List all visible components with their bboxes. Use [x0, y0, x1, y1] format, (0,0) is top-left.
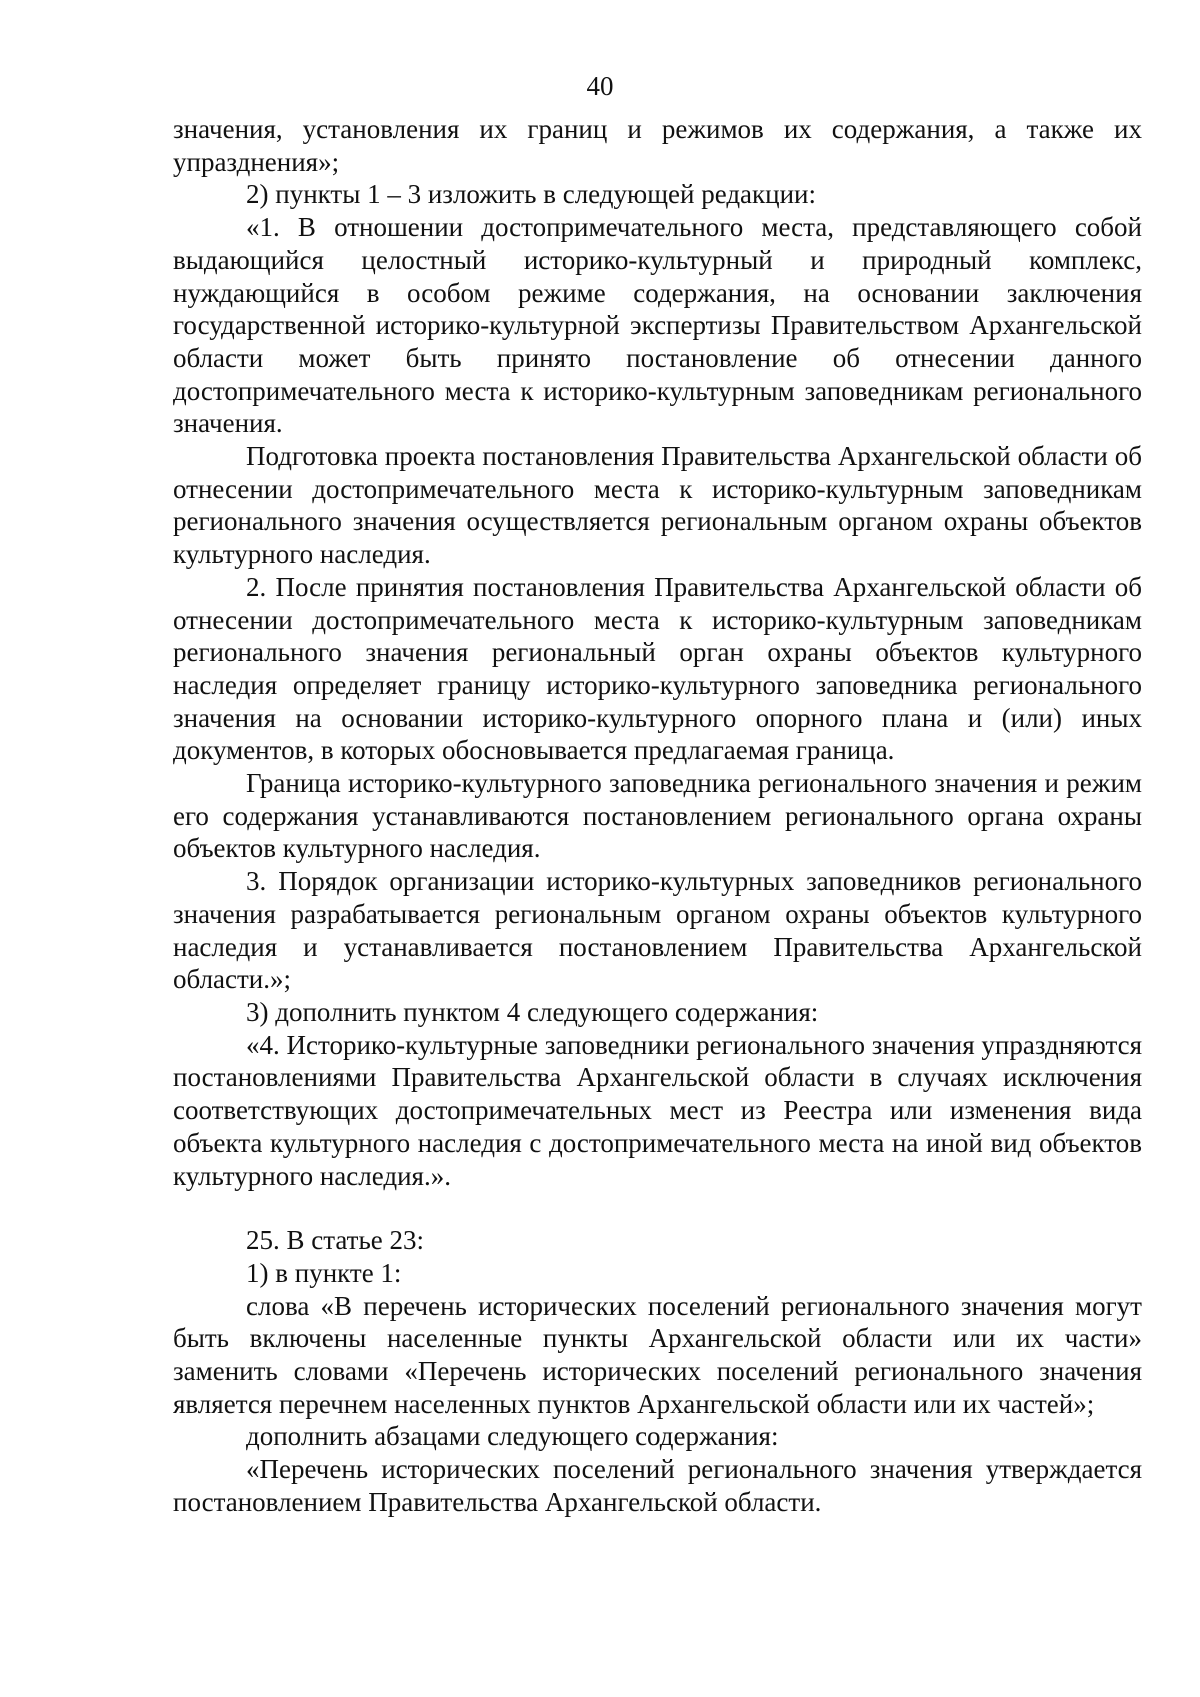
- paragraph-clause-3: 3. Порядок организации историко-культурных заповедников регионального значения разрабатывается региональным органом охраны объектов культурного наследия и устанавливается постановлением Правительства Архангельской области.»;: [173, 866, 1142, 995]
- paragraph-clause-1-preparation: Подготовка проекта постановления Правительства Архангельской области об отнесении достопримечательного места к историко-культурным заповедникам регионального значения осуществляется региональным органом охраны объектов культурного наследия.: [173, 441, 1142, 570]
- paragraph-clause-2: 2. После принятия постановления Правительства Архангельской области об отнесении достопримечательного места к историко-культурным заповедникам регионального значения региональный орган охраны объектов культурного наследия определяет границу историко-культурного заповедника регионального значения на основании историко-культурного опорного плана и (или) иных документов, в которых обосновывается предлагаемая граница.: [173, 571, 1142, 766]
- paragraph-continuation: значения, установления их границ и режимов их содержания, а также их упразднения»;: [173, 114, 1142, 177]
- paragraph-article-23-item-1: 1) в пункте 1:: [246, 1257, 402, 1288]
- paragraph-supplement: дополнить абзацами следующего содержания:: [246, 1421, 779, 1452]
- paragraph-clause-1: «1. В отношении достопримечательного места, представляющего собой выдающийся целостный историко-культурный и природный комплекс, нуждающийся в особом режиме содержания, на основании заключения государственной историко-культурной экспертизы Правительством Архангельской области может быть принято постановление об отнесении данного достопримечательного места к историко-культурным заповедникам регионального значения.: [173, 212, 1142, 439]
- page-number: 40: [586, 71, 614, 101]
- paragraph-item-2: 2) пункты 1 – 3 изложить в следующей редакции:: [246, 179, 817, 210]
- document-body: [173, 113, 1142, 1519]
- paragraph-clause-4: «4. Историко-культурные заповедники регионального значения упраздняются постановлениями Правительства Архангельской области в случаях исключения соответствующих достопримечательных мест из Реестра или изменения вида объекта культурного наследия с достопримечательного места на иной вид объектов культурного наследия.».: [173, 1029, 1142, 1191]
- paragraph-item-3: 3) дополнить пунктом 4 следующего содержания:: [246, 996, 819, 1027]
- paragraph-clause-2-boundary: Граница историко-культурного заповедника регионального значения и режим его содержания устанавливаются постановлением регионального органа охраны объектов культурного наследия.: [173, 768, 1142, 864]
- paragraph-list-approval: «Перечень исторических поселений регионального значения утверждается постановлением Правительства Архангельской области.: [173, 1454, 1142, 1517]
- paragraph-article-23-heading: 25. В статье 23:: [246, 1225, 425, 1256]
- paragraph-words-replacement: слова «В перечень исторических поселений регионального значения могут быть включены населенные пункты Архангельской области или их части» заменить словами «Перечень исторических поселений регионального значения является перечнем населенных пунктов Архангельской области или их частей»;: [173, 1290, 1142, 1419]
